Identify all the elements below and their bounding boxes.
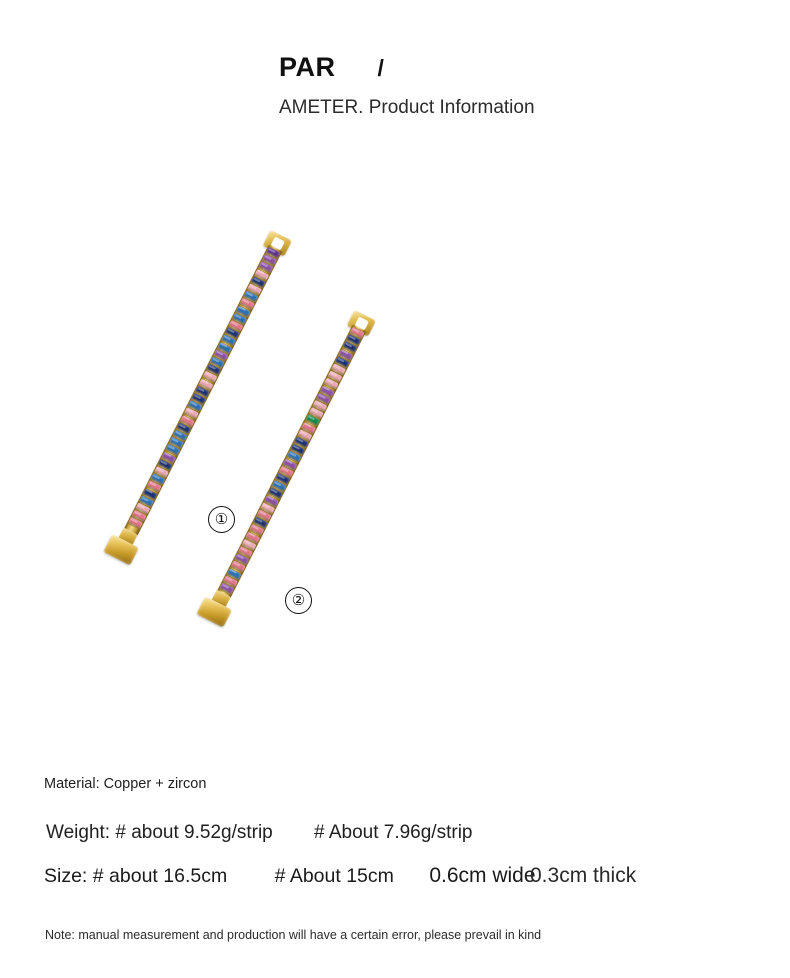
bracelet-2-index-label: ② <box>291 592 306 609</box>
title-separator-slash: / <box>377 55 384 81</box>
size-value-thickness: 0.3cm thick <box>530 864 637 887</box>
weight-value-1: # about 9.52g/strip <box>115 822 273 843</box>
page-subtitle: AMETER. Product Information <box>279 97 535 118</box>
page-header <box>279 50 739 118</box>
page-title: PAR <box>279 52 336 82</box>
bracelet-2-gem-strip <box>214 325 367 599</box>
size-value-width: 0.6cm wide <box>429 864 536 887</box>
note-line: Note: manual measurement and production will have a certain error, please prevail in kind <box>45 928 542 942</box>
bracelet-1-image <box>124 245 283 537</box>
weight-label: Weight: <box>46 822 111 843</box>
bracelet-1-index-label: ① <box>214 511 229 528</box>
material-line: Material: Copper + zircon <box>44 776 207 792</box>
weight-value-2: # About 7.96g/strip <box>314 822 473 843</box>
size-line <box>44 864 536 888</box>
bracelet-2-image <box>214 325 367 599</box>
bracelet-1-index-marker <box>208 506 235 533</box>
product-image <box>0 200 790 700</box>
bracelet-1-gem-strip <box>124 245 283 537</box>
weight-line <box>46 822 472 844</box>
bracelet-2-index-marker <box>285 587 312 614</box>
title-row <box>279 50 739 84</box>
size-value-2: # About 15cm <box>274 865 394 887</box>
size-label: Size: <box>44 865 88 887</box>
size-value-1: # about 16.5cm <box>92 865 228 887</box>
